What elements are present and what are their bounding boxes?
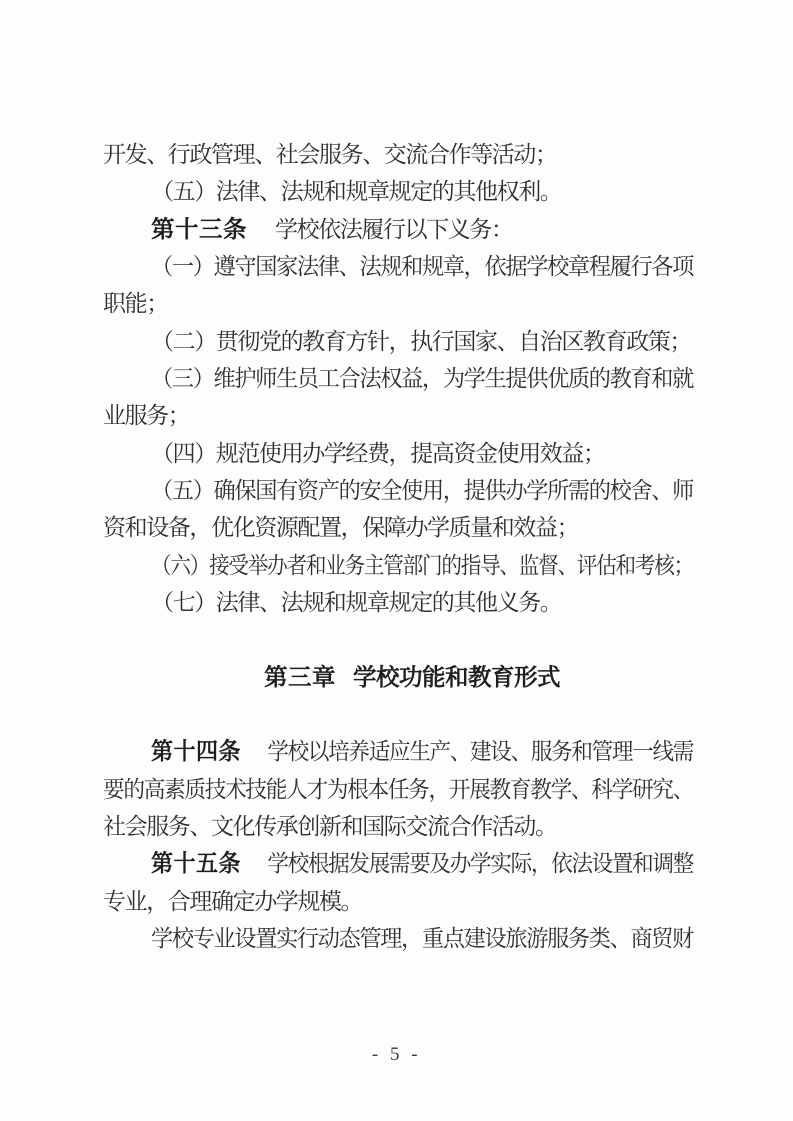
text-line	[103, 547, 693, 584]
text-line	[103, 808, 693, 845]
line-content	[151, 584, 561, 621]
line-content	[103, 771, 693, 808]
line-text: 职能；	[103, 291, 168, 317]
line-content	[103, 883, 362, 920]
line-text: 开发、行政管理、社会服务、交流合作等活动；	[103, 142, 557, 167]
text-line	[103, 771, 693, 808]
line-text: （三）维护师生员工合法权益，为学生提供优质的教育和就	[151, 365, 693, 391]
line-text: （六）接受举办者和业务主管部门的指导、监督、评估和考核；	[151, 552, 693, 578]
text-line	[103, 136, 693, 173]
line-text: 学校根据发展需要及办学实际，依法设置和调整	[267, 851, 693, 877]
line-content	[151, 472, 693, 509]
line-content	[151, 733, 693, 770]
line-text: （一）遵守国家法律、法规和规章，依据学校章程履行各项	[151, 253, 693, 279]
text-line	[103, 323, 693, 360]
line-content	[151, 547, 693, 584]
line-content	[264, 659, 560, 696]
text-line	[103, 883, 693, 920]
line-text: 学校依法履行以下义务：	[275, 216, 513, 242]
blank-line	[103, 696, 693, 733]
line-content	[151, 248, 693, 285]
text-line	[103, 584, 693, 621]
line-text: （二）贯彻党的教育方针，执行国家、自治区教育政策；	[151, 328, 692, 354]
text-line	[103, 173, 693, 210]
article-number: 第十四条	[151, 738, 242, 765]
text-line	[103, 733, 693, 770]
line-content	[103, 136, 557, 173]
line-text: 业服务；	[103, 403, 190, 429]
line-text: 学校功能和教育形式	[353, 663, 560, 690]
page-number: - 5 -	[371, 1044, 422, 1065]
line-content	[151, 360, 693, 397]
text-line	[103, 211, 693, 248]
text-line	[103, 435, 693, 472]
line-text: （七）法律、法规和规章规定的其他义务。	[151, 589, 562, 615]
article-number: 第十五条	[151, 850, 242, 877]
text-line	[103, 509, 693, 546]
line-content	[103, 397, 189, 434]
document-body	[103, 136, 693, 957]
text-line	[103, 845, 693, 882]
text-line	[103, 472, 693, 509]
line-content	[103, 509, 578, 546]
line-text: （五）法律、法规和规章规定的其他权利。	[151, 179, 562, 205]
line-content	[151, 323, 691, 360]
text-line	[103, 285, 693, 322]
line-text: 学校以培养适应生产、建设、服务和管理一线需	[267, 739, 693, 765]
line-text: 要的高素质技术技能人才为根本任务，开展教育教学、科学研究、	[103, 776, 693, 802]
line-content	[103, 285, 168, 322]
text-line	[103, 397, 693, 434]
line-text: （四）规范使用办学经费，提高资金使用效益；	[151, 440, 605, 466]
line-text: 资和设备，优化资源配置，保障办学质量和效益；	[103, 515, 579, 541]
line-text: （五）确保国有资产的安全使用，提供办学所需的校舍、师	[151, 477, 693, 503]
chapter-heading	[103, 659, 693, 696]
line-content	[151, 920, 693, 957]
text-line	[103, 920, 693, 957]
line-text: 学校专业设置实行动态管理，重点建设旅游服务类、商贸财	[151, 925, 693, 951]
line-content	[151, 435, 605, 472]
line-text: 社会服务、文化传承创新和国际交流合作活动。	[103, 813, 557, 839]
line-content	[151, 211, 513, 248]
chapter-number: 第三章	[264, 663, 336, 690]
line-content	[103, 808, 557, 845]
line-text: 专业，合理确定办学规模。	[103, 888, 363, 914]
text-line	[103, 248, 693, 285]
text-line	[103, 360, 693, 397]
blank-line	[103, 621, 693, 658]
line-content	[151, 173, 561, 210]
line-content	[151, 845, 693, 882]
article-number: 第十三条	[151, 215, 247, 242]
